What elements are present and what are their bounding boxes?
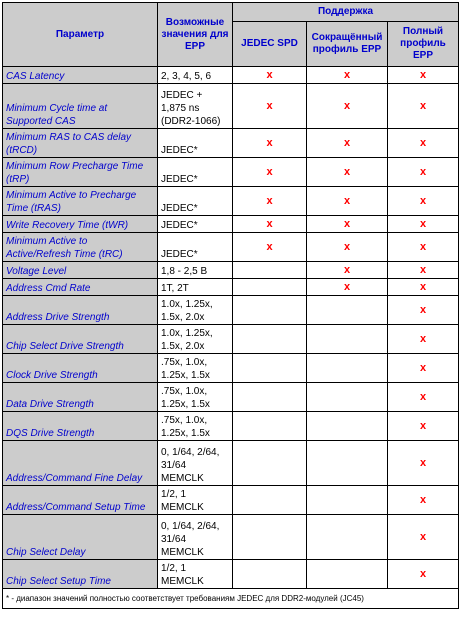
support-jedec-cell (233, 560, 307, 589)
row-value: JEDEC* (158, 216, 233, 233)
support-short-cell (307, 262, 388, 279)
row-value: JEDEC + 1,875 ns (DDR2-1066) (158, 84, 233, 129)
support-mark: x (266, 195, 273, 207)
support-mark: x (419, 457, 427, 469)
row-parameter: Chip Select Drive Strength (3, 325, 158, 354)
support-jedec-cell (233, 84, 307, 129)
row-parameter: Address Cmd Rate (3, 279, 158, 296)
row-parameter: Chip Select Delay (3, 515, 158, 560)
support-short-cell (307, 67, 388, 84)
row-parameter: Minimum RAS to CAS delay (tRCD) (3, 129, 158, 158)
support-jedec-cell (233, 486, 307, 515)
support-mark: x (343, 195, 351, 207)
header-support: Поддержка (233, 3, 459, 22)
support-jedec-cell (233, 158, 307, 187)
table-row (3, 262, 459, 279)
support-mark: x (266, 100, 273, 112)
support-jedec-cell (233, 441, 307, 486)
support-mark: x (419, 391, 427, 403)
support-short-cell (307, 383, 388, 412)
support-jedec-cell (233, 383, 307, 412)
support-jedec-cell (233, 129, 307, 158)
support-mark: x (419, 100, 427, 112)
support-mark: x (419, 69, 427, 81)
table-body (3, 67, 459, 589)
support-jedec-cell (233, 262, 307, 279)
support-full-cell (388, 129, 459, 158)
support-full-cell (388, 262, 459, 279)
support-full-cell (388, 279, 459, 296)
support-mark: x (343, 264, 351, 276)
table-row (3, 187, 459, 216)
row-parameter: Address/Command Fine Delay (3, 441, 158, 486)
table-row (3, 560, 459, 589)
row-parameter: Minimum Active to Active/Refresh Time (tRC) (3, 233, 158, 262)
support-full-cell (388, 441, 459, 486)
support-jedec-cell (233, 354, 307, 383)
support-full-cell (388, 233, 459, 262)
table-row (3, 233, 459, 262)
support-short-cell (307, 486, 388, 515)
table-row (3, 129, 459, 158)
support-short-cell (307, 279, 388, 296)
support-short-cell (307, 187, 388, 216)
support-mark: x (419, 241, 427, 253)
row-value: 1/2, 1 MEMCLK (158, 486, 233, 515)
support-mark: x (419, 166, 427, 178)
table-row (3, 515, 459, 560)
support-jedec-cell (233, 216, 307, 233)
row-value: 1.0x, 1.25x, 1.5x, 2.0x (158, 296, 233, 325)
support-mark: x (419, 494, 427, 506)
support-full-cell (388, 216, 459, 233)
support-mark: x (419, 531, 427, 543)
row-parameter: Minimum Cycle time at Supported CAS (3, 84, 158, 129)
support-full-cell (388, 515, 459, 560)
row-value: .75x, 1.0x, 1.25x, 1.5x (158, 412, 233, 441)
row-value: JEDEC* (158, 233, 233, 262)
support-mark: x (266, 218, 273, 230)
support-jedec-cell (233, 412, 307, 441)
support-full-cell (388, 158, 459, 187)
support-full-cell (388, 325, 459, 354)
support-full-cell (388, 296, 459, 325)
row-value: JEDEC* (158, 187, 233, 216)
row-value: 1.0x, 1.25x, 1.5x, 2.0x (158, 325, 233, 354)
row-parameter: Minimum Row Precharge Time (tRP) (3, 158, 158, 187)
row-value: 0, 1/64, 2/64, 31/64 MEMCLK (158, 441, 233, 486)
support-mark: x (419, 281, 427, 293)
table-row (3, 441, 459, 486)
row-parameter: CAS Latency (3, 67, 158, 84)
support-full-cell (388, 560, 459, 589)
table-row (3, 158, 459, 187)
table-row (3, 325, 459, 354)
support-mark: x (343, 218, 351, 230)
table-row (3, 296, 459, 325)
support-mark: x (343, 137, 351, 149)
support-mark: x (419, 264, 427, 276)
table-row (3, 412, 459, 441)
table-row (3, 67, 459, 84)
header-full-profile: Полный профиль EPP (388, 22, 459, 67)
support-mark: x (343, 100, 351, 112)
support-jedec-cell (233, 296, 307, 325)
row-parameter: Clock Drive Strength (3, 354, 158, 383)
header-jedec-spd: JEDEC SPD (233, 22, 307, 67)
support-short-cell (307, 158, 388, 187)
support-mark: x (343, 281, 351, 293)
row-value: .75x, 1.0x, 1.25x, 1.5x (158, 383, 233, 412)
support-full-cell (388, 354, 459, 383)
support-mark: x (266, 69, 273, 81)
support-short-cell (307, 354, 388, 383)
support-mark: x (419, 568, 427, 580)
support-full-cell (388, 84, 459, 129)
support-mark: x (266, 137, 273, 149)
support-mark: x (419, 195, 427, 207)
row-value: 0, 1/64, 2/64, 31/64 MEMCLK (158, 515, 233, 560)
support-mark: x (419, 137, 427, 149)
row-value: 2, 3, 4, 5, 6 (158, 67, 233, 84)
table-row (3, 84, 459, 129)
row-parameter: DQS Drive Strength (3, 412, 158, 441)
support-jedec-cell (233, 325, 307, 354)
support-full-cell (388, 187, 459, 216)
support-mark: x (343, 241, 351, 253)
header-parameter: Параметр (3, 3, 158, 67)
support-mark: x (419, 218, 427, 230)
support-full-cell (388, 67, 459, 84)
table-row (3, 279, 459, 296)
footnote: * - диапазон значений полностью соответствует требованиям JEDEC для DDR2-модулей (JC45) (3, 589, 459, 609)
support-full-cell (388, 412, 459, 441)
row-parameter: Voltage Level (3, 262, 158, 279)
support-short-cell (307, 129, 388, 158)
table-row (3, 486, 459, 515)
support-jedec-cell (233, 279, 307, 296)
support-mark: x (266, 166, 273, 178)
support-jedec-cell (233, 67, 307, 84)
support-short-cell (307, 560, 388, 589)
epp-parameters-table (2, 2, 459, 609)
support-full-cell (388, 383, 459, 412)
support-short-cell (307, 515, 388, 560)
support-mark: x (419, 304, 427, 316)
row-value: .75x, 1.0x, 1.25x, 1.5x (158, 354, 233, 383)
support-mark: x (419, 420, 427, 432)
support-jedec-cell (233, 187, 307, 216)
support-short-cell (307, 441, 388, 486)
support-mark: x (419, 333, 427, 345)
row-parameter: Chip Select Setup Time (3, 560, 158, 589)
support-short-cell (307, 412, 388, 441)
support-mark: x (419, 362, 427, 374)
support-mark: x (266, 241, 273, 253)
support-jedec-cell (233, 233, 307, 262)
row-parameter: Minimum Active to Precharge Time (tRAS) (3, 187, 158, 216)
table-row (3, 354, 459, 383)
table-row (3, 383, 459, 412)
row-value: JEDEC* (158, 158, 233, 187)
support-short-cell (307, 296, 388, 325)
support-short-cell (307, 233, 388, 262)
table-row (3, 216, 459, 233)
row-value: 1,8 - 2,5 В (158, 262, 233, 279)
row-parameter: Address/Command Setup Time (3, 486, 158, 515)
row-parameter: Address Drive Strength (3, 296, 158, 325)
row-value: 1T, 2T (158, 279, 233, 296)
row-parameter: Data Drive Strength (3, 383, 158, 412)
row-value: 1/2, 1 MEMCLK (158, 560, 233, 589)
header-possible-values: Возможные значения для EPP (158, 3, 233, 67)
support-short-cell (307, 325, 388, 354)
support-short-cell (307, 216, 388, 233)
row-value: JEDEC* (158, 129, 233, 158)
header-short-profile: Сокращённый профиль EPP (307, 22, 388, 67)
support-full-cell (388, 486, 459, 515)
support-mark: x (343, 166, 351, 178)
row-parameter: Write Recovery Time (tWR) (3, 216, 158, 233)
support-jedec-cell (233, 515, 307, 560)
support-mark: x (343, 69, 351, 81)
support-short-cell (307, 84, 388, 129)
